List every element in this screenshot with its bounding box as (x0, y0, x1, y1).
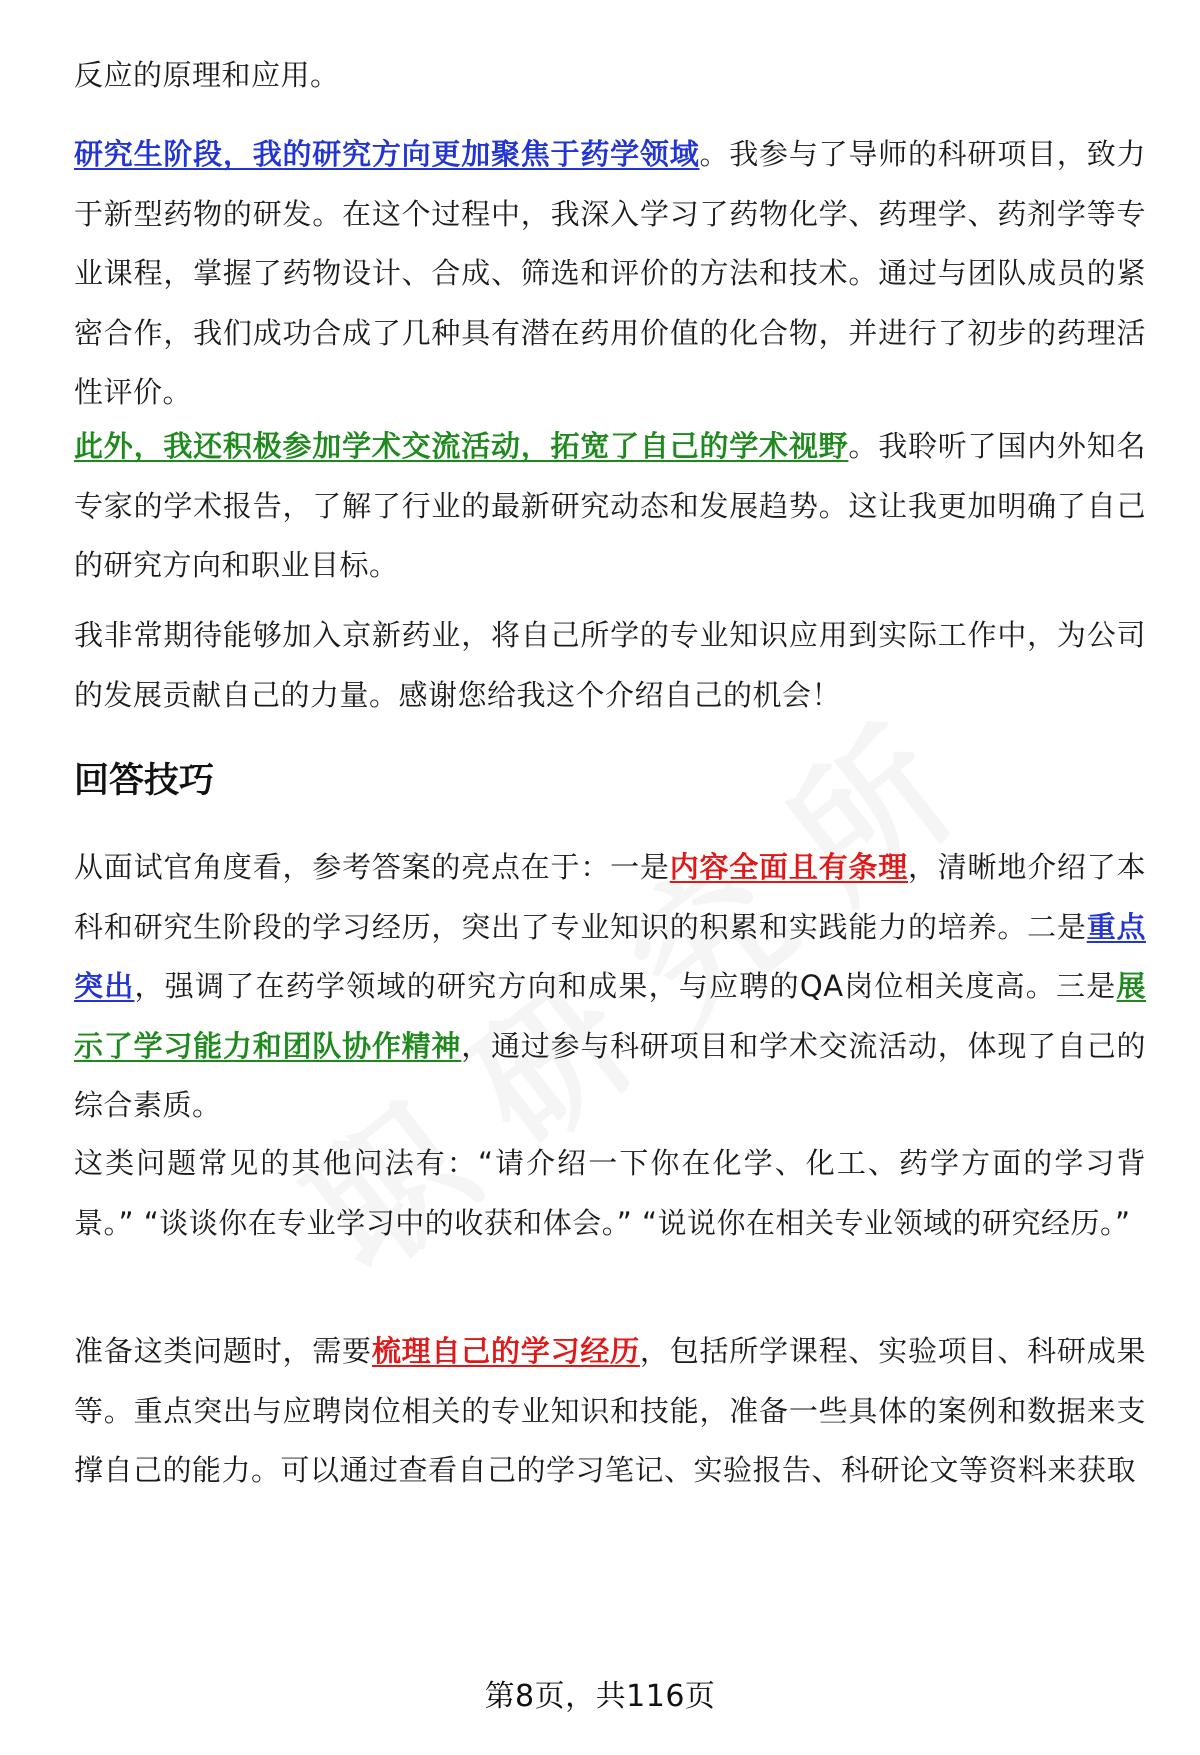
paragraph-text: 这类问题常见的其他问法有：“请介绍一下你在化学、化工、药学方面的学习背景。” “谈谈你在专业学习中的收获和体会。” “说说你在相关专业领域的研究经历。” (74, 1146, 1146, 1240)
section-heading-answer-tips: 回答技巧 (74, 761, 215, 801)
paragraph-text: ，通过参与科研项目和学术交流活动，体现了自己的综合素质。 (74, 1028, 1146, 1122)
paragraph-text: 反应的原理和应用。 (74, 58, 340, 92)
paragraph-alternative-questions (74, 1134, 1146, 1253)
paragraph-text: 准备这类问题时，需要 (74, 1334, 372, 1368)
highlight-teamwork: 展示了学习能力和团队协作精神 (74, 969, 1146, 1063)
paragraph-text: 。我参与了导师的科研项目，致力于新型药物的研发。在这个过程中，我深入学习了药物化学、药理学、药剂学等专业课程，掌握了药物设计、合成、筛选和评价的方法和技术。通过与团队成员的紧密合作，我们成功合成了几种具有潜在药用价值的化合物，并进行了初步的药理活性评价。 (74, 137, 1146, 409)
highlight-comprehensive: 内容全面且有条理 (669, 850, 908, 884)
page-number-footer: 第8页，共116页 (484, 1679, 716, 1714)
paragraph-preparation (74, 1322, 1146, 1501)
paragraph-highlights (74, 838, 1146, 1136)
highlight-focused: 重点突出 (74, 909, 1146, 1003)
highlight-academic-exchange: 此外，我还积极参加学术交流活动，拓宽了自己的学术视野 (74, 429, 849, 463)
highlight-learning-experience: 梳理自己的学习经历 (371, 1334, 640, 1368)
paragraph-academic-exchange (74, 417, 1146, 596)
paragraph-text: 。我聆听了国内外知名专家的学术报告，了解了行业的最新研究动态和发展趋势。这让我更加明确了自己的研究方向和职业目标。 (74, 429, 1146, 582)
paragraph-text: 我非常期待能够加入京新药业，将自己所学的专业知识应用到实际工作中，为公司的发展贡献自己的力量。感谢您给我这个介绍自己的机会！ (74, 618, 1146, 712)
paragraph-text: ，强调了在药学领域的研究方向和成果，与应聘的QA岗位相关度高。三是 (134, 969, 1117, 1003)
paragraph-intro-tail (74, 46, 1146, 106)
paragraph-text: ，清晰地介绍了本科和研究生阶段的学习经历，突出了专业知识的积累和实践能力的培养。二是 (74, 850, 1146, 944)
paragraph-text: 从面试官角度看，参考答案的亮点在于：一是 (74, 850, 670, 884)
paragraph-text: ，包括所学课程、实验项目、科研成果等。重点突出与应聘岗位相关的专业知识和技能，准备一些具体的案例和数据来支撑自己的能力。可以通过查看自己的学习笔记、实验报告、科研论文等资料来获取 (74, 1334, 1146, 1487)
paragraph-closing (74, 606, 1146, 725)
highlight-graduate-focus: 研究生阶段，我的研究方向更加聚焦于药学领域 (74, 137, 700, 171)
paragraph-graduate-research (74, 125, 1146, 423)
